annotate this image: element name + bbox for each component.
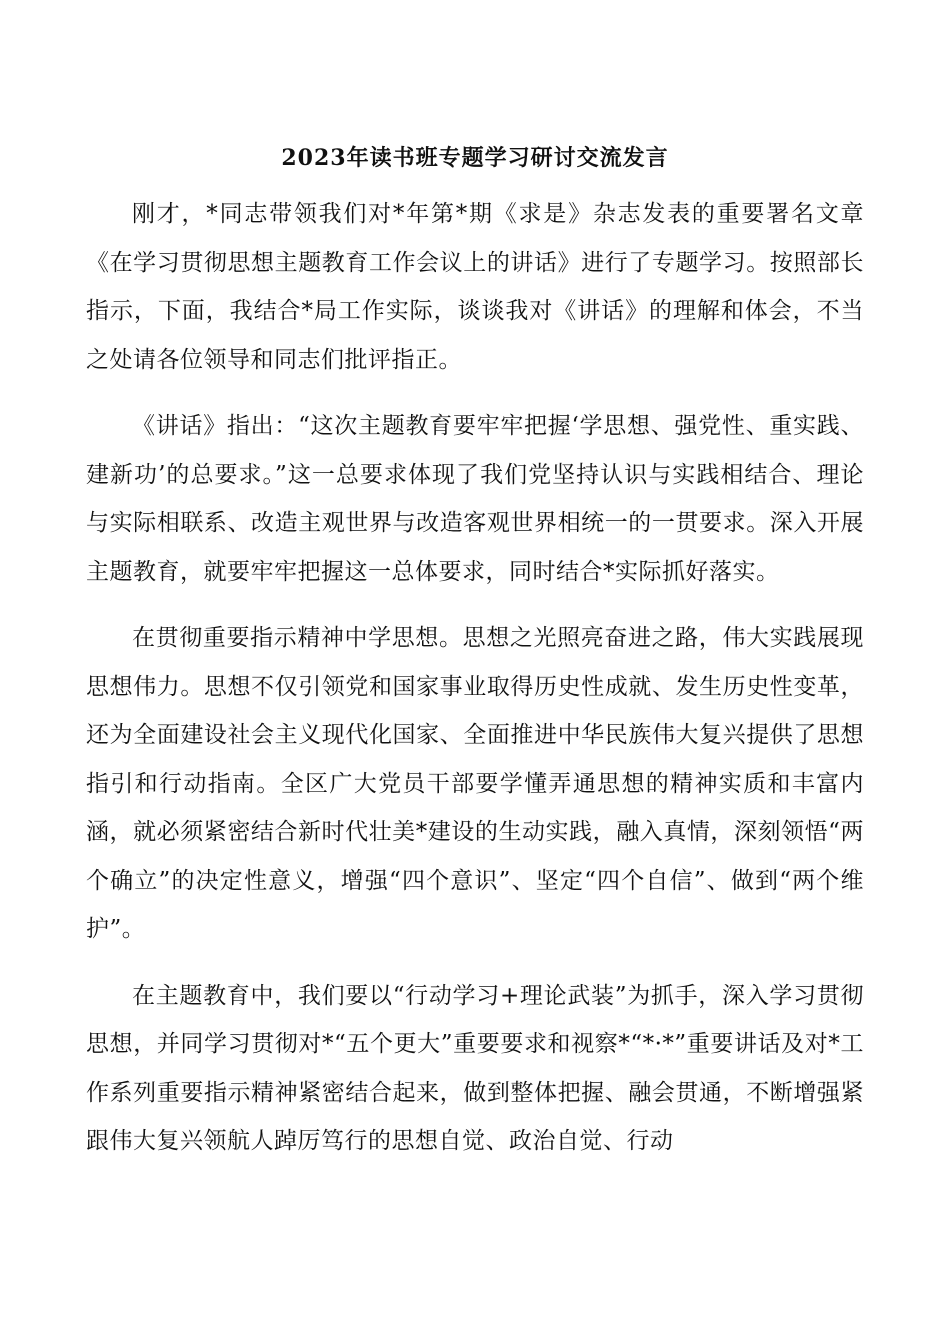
document-body (86, 190, 864, 1184)
paragraph-1: 刚才，*同志带领我们对*年第*期《求是》杂志发表的重要署名文章《在学习贯彻思想主题教育工作会议上的讲话》进行了专题学习。按照部长指示，下面，我结合*局工作实际，谈谈我对《讲话》的理解和体会，不当之处请各位领导和同志们批评指正。 (86, 201, 864, 373)
paragraph-2: 《讲话》指出：“这次主题教育要牢牢把握‘学思想、强党性、重实践、建新功’的总要求。”这一总要求体现了我们党坚持认识与实践相结合、理论与实际相联系、改造主观世界与改造客观世界相统一的一贯要求。深入开展主题教育，就要牢牢把握这一总体要求，同时结合*实际抓好落实。 (86, 413, 864, 585)
paragraph-3: 在贯彻重要指示精神中学思想。思想之光照亮奋进之路，伟大实践展现思想伟力。思想不仅引领党和国家事业取得历史性成就、发生历史性变革，还为全面建设社会主义现代化国家、全面推进中华民族伟大复兴提供了思想指引和行动指南。全区广大党员干部要学懂弄通思想的精神实质和丰富内涵，就必须紧密结合新时代壮美*建设的生动实践，融入真情，深刻领悟“两个确立”的决定性意义，增强“四个意识”、坚定“四个自信”、做到“两个维护”。 (86, 625, 864, 942)
paragraph-4: 在主题教育中，我们要以“行动学习+理论武装”为抓手，深入学习贯彻思想，并同学习贯彻对*“五个更大”重要要求和视察*“*·*”重要讲话及对*工作系列重要指示精神紧密结合起来，做到整体把握、融会贯通，不断增强紧跟伟大复兴领航人踔厉笃行的思想自觉、政治自觉、行动 (86, 982, 864, 1154)
document-title: 2023年读书班专题学习研讨交流发言 (281, 145, 669, 171)
